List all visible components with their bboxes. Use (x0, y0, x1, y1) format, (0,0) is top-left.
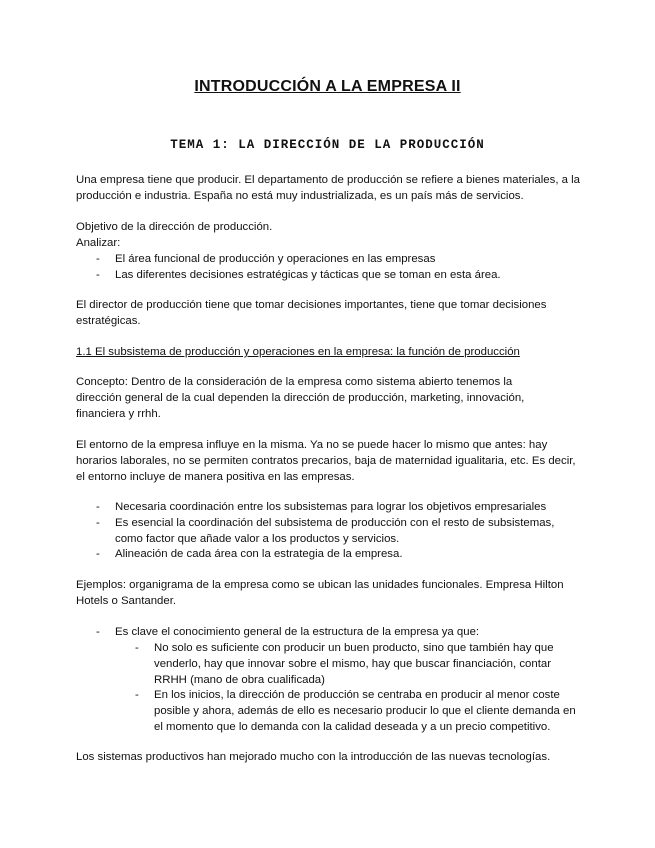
sublist-item: En los inicios, la dirección de producción se centraba en producir al menor coste posible y ahora, además de ello es necesario producir lo que el cliente demanda en el momento que lo demanda con la calidad deseada y a un precio competitivo. (154, 689, 576, 733)
bullet-dash: - (96, 253, 100, 265)
bullet-dash: - (96, 269, 100, 281)
list-item: El área funcional de producción y operaciones en las empresas (115, 253, 436, 265)
list-item: Las diferentes decisiones estratégicas y tácticas que se toman en esta área. (115, 269, 501, 281)
topic-heading: TEMA 1: LA DIRECCIÓN DE LA PRODUCCIÓN (170, 138, 485, 152)
bullet-dash: - (135, 689, 139, 701)
paragraph-objective: Objetivo de la dirección de producción. (76, 221, 273, 233)
bullet-dash: - (96, 626, 100, 638)
paragraph-concept: Concepto: Dentro de la consideración de la empresa como sistema abierto tenemos la dirección general de la cual dependen la dirección de producción, marketing, innovación, financiera y rrhh. (76, 376, 525, 420)
list-item: Necesaria coordinación entre los subsistemas para lograr los objetivos empresariales (115, 501, 547, 513)
bullet-dash: - (96, 501, 100, 513)
document-title: INTRODUCCIÓN A LA EMPRESA II (194, 78, 461, 95)
paragraph-environment: El entorno de la empresa influye en la misma. Ya no se puede hacer lo mismo que antes: hay horarios laborales, no se permiten contratos precarios, baja de maternidad igualitaria, etc. Es decir, el entorno incluye de manera positiva en las empresas. (76, 439, 576, 483)
paragraph-intro: Una empresa tiene que producir. El departamento de producción se refiere a bienes materiales, a la producción e industria. España no está muy industrializada, es un país más de servicios. (76, 174, 581, 202)
paragraph-analyze: Analizar: (76, 237, 121, 249)
paragraph-examples: Ejemplos: organigrama de la empresa como se ubican las unidades funcionales. Empresa Hilton Hotels o Santander. (76, 579, 564, 607)
bullet-dash: - (96, 517, 100, 529)
list-item: Es esencial la coordinación del subsistema de producción con el resto de subsistemas, como factor que añade valor a los productos y servicios. (115, 517, 555, 545)
bullet-dash: - (96, 548, 100, 560)
paragraph-director: El director de producción tiene que tomar decisiones importantes, tiene que tomar decisiones estratégicas. (76, 299, 547, 327)
section-heading: 1.1 El subsistema de producción y operaciones en la empresa: la función de producción (76, 346, 520, 358)
list-item: Alineación de cada área con la estrategia de la empresa. (115, 548, 403, 560)
bullet-dash: - (135, 642, 139, 654)
sublist-item: No solo es suficiente con producir un buen producto, sino que también hay que venderlo, hay que innovar sobre el mismo, hay que buscar financiación, contar RRHH (mano de obra cualificada) (154, 642, 554, 686)
list-item: Es clave el conocimiento general de la estructura de la empresa ya que: (115, 626, 480, 638)
paragraph-conclusion: Los sistemas productivos han mejorado mucho con la introducción de las nuevas tecnologías. (76, 751, 551, 763)
